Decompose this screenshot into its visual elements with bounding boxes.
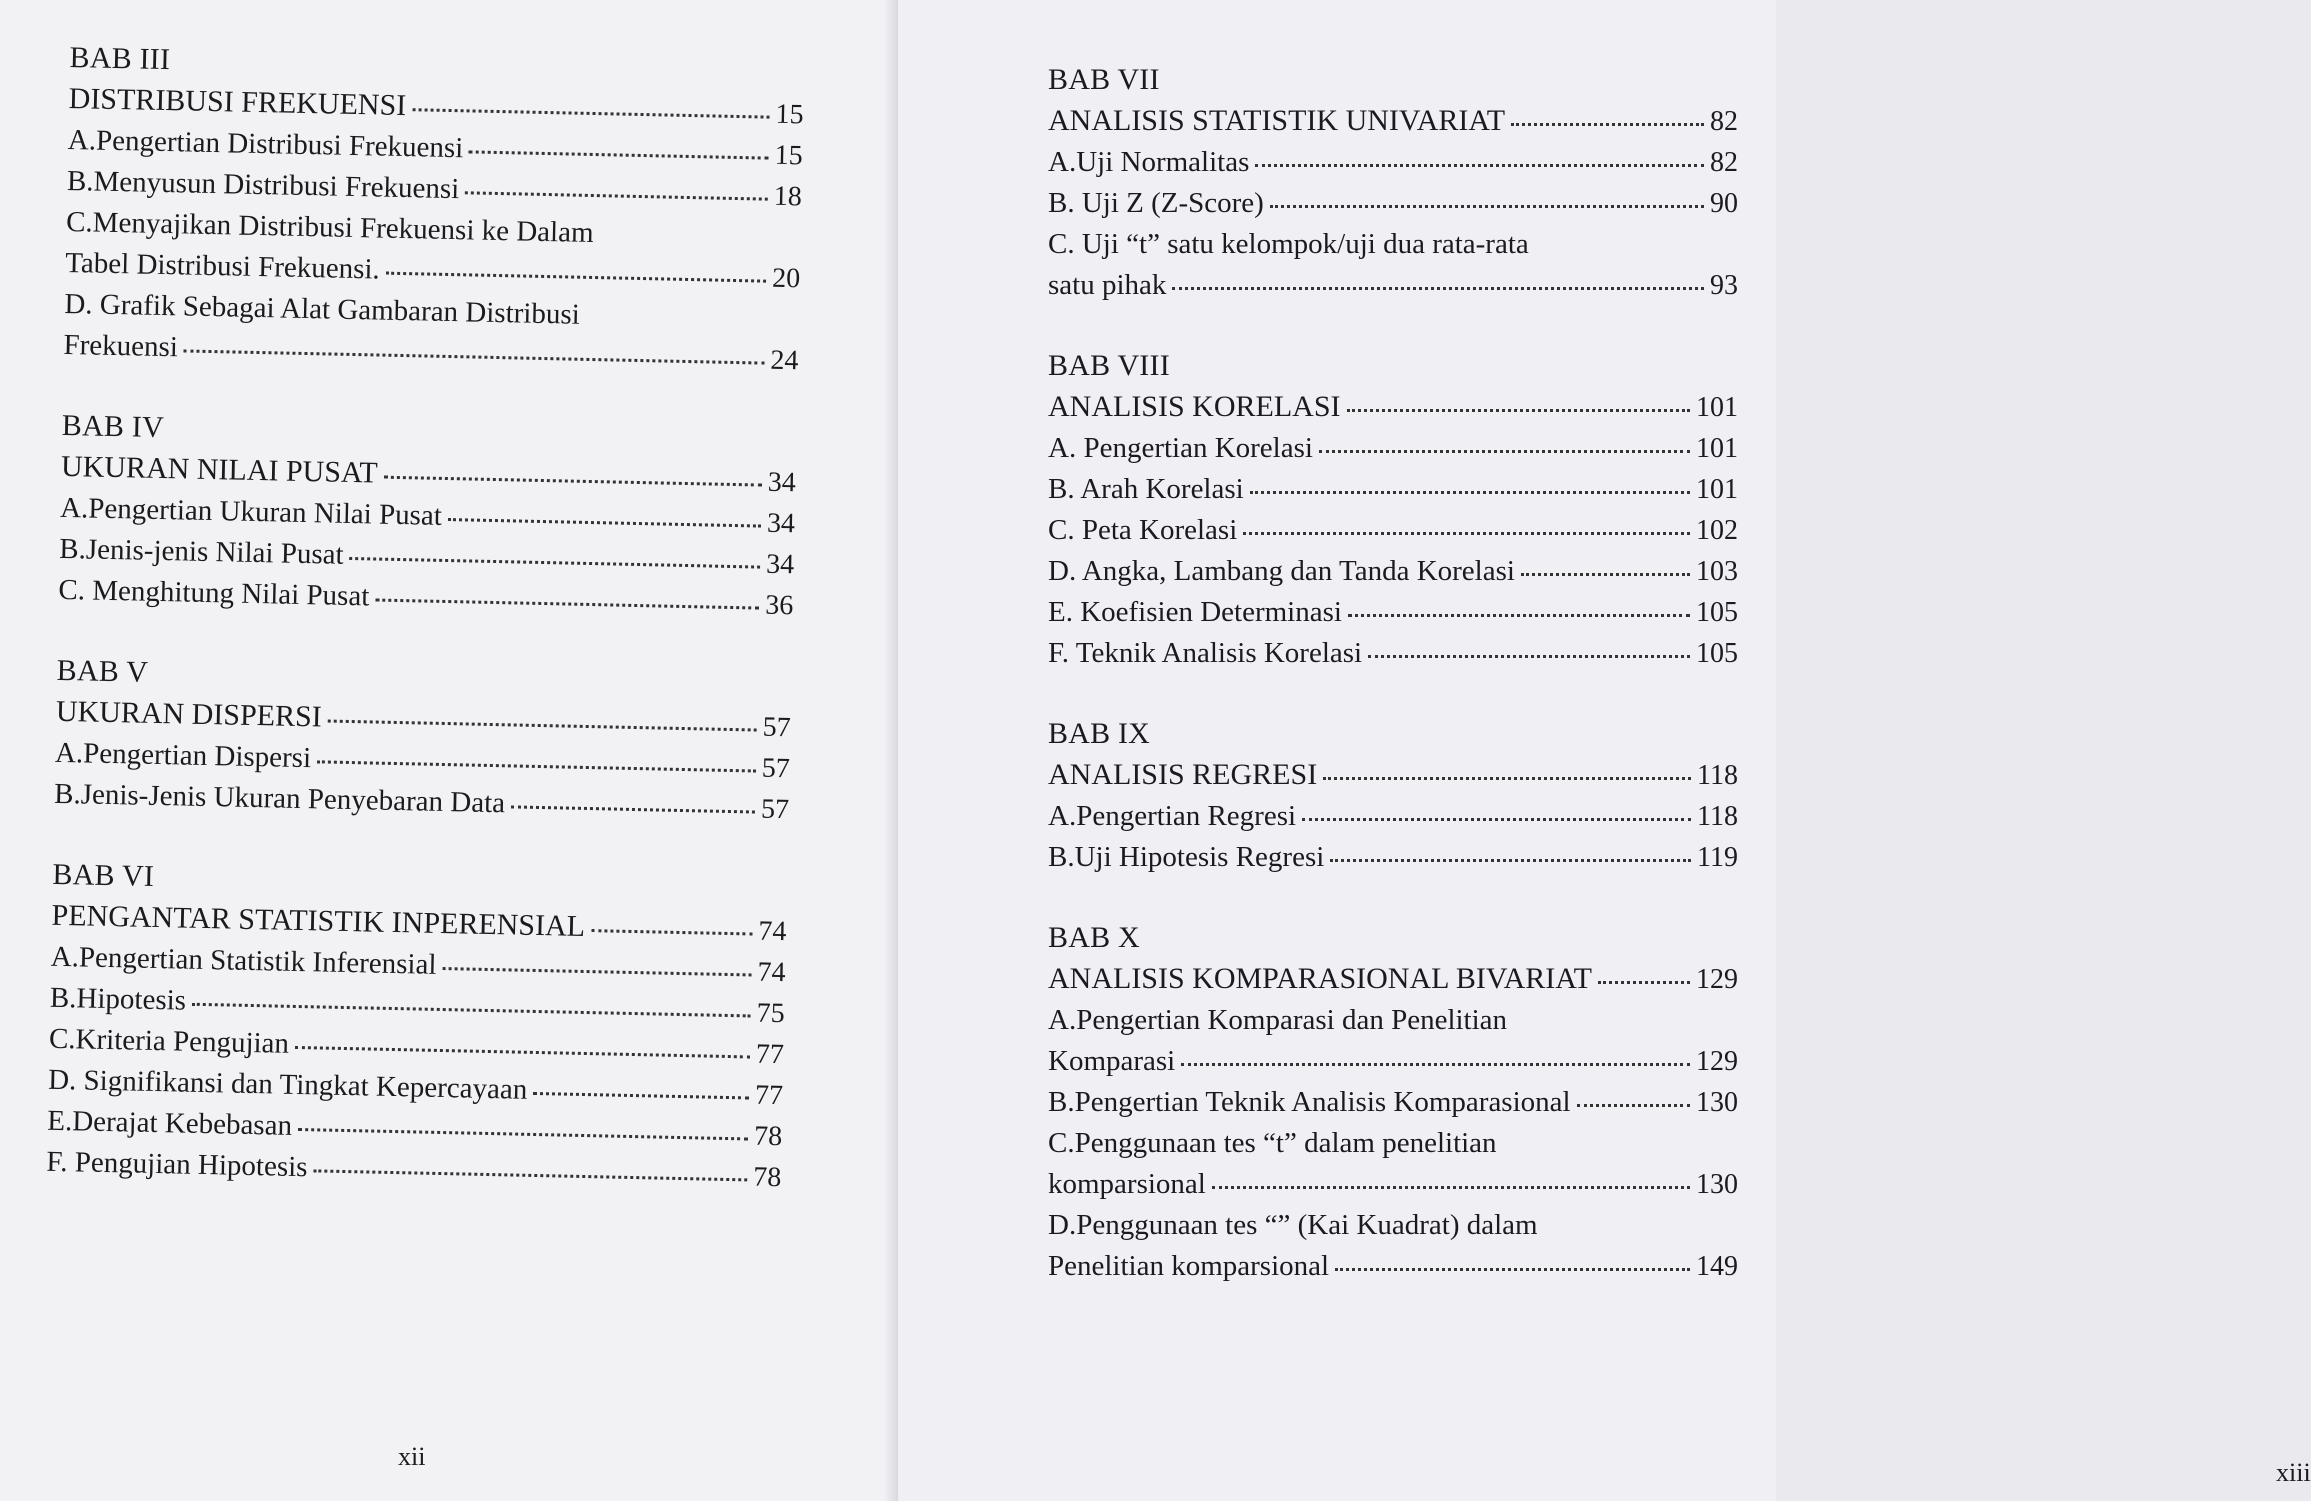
toc-entry: [1048, 837, 1738, 878]
page-ref: 101: [1696, 433, 1738, 464]
toc-entry: [1048, 469, 1738, 510]
dot-leader: [448, 518, 761, 528]
entry-text: B. Uji Z (Z-Score): [1048, 187, 1264, 219]
page-ref: 105: [1696, 597, 1738, 628]
dot-leader: [313, 1169, 747, 1181]
dot-leader: [511, 805, 755, 813]
toc-entry: [1048, 142, 1738, 183]
entry-text: B.Uji Hipotesis Regresi: [1048, 841, 1325, 873]
dot-leader: [184, 349, 765, 364]
entry-text: B.Jenis-jenis Nilai Pusat: [58, 532, 344, 571]
page-ref: 75: [756, 997, 786, 1030]
toc-entry: [1048, 1082, 1738, 1123]
chapter-title: UKURAN DISPERSI: [55, 694, 323, 734]
entry-text: C. Menghitung Nilai Pusat: [58, 573, 370, 613]
entry-text: B.Hipotesis: [49, 981, 187, 1017]
entry-text: Penelitian komparsional: [1048, 1250, 1330, 1282]
chapter-label: BAB VII: [1048, 63, 1160, 96]
dot-leader: [1302, 818, 1691, 821]
page-ref: 101: [1696, 392, 1738, 423]
page-ref: 57: [761, 752, 791, 785]
dot-leader: [1172, 287, 1704, 290]
entry-text: D. Signifikansi dan Tingkat Kepercayaan: [47, 1063, 528, 1106]
chapter-title-row: [1048, 958, 1738, 1000]
dot-leader: [1348, 614, 1690, 617]
entry-text: A. Pengertian Korelasi: [1048, 432, 1313, 464]
dot-leader: [1323, 777, 1691, 780]
toc-entry: [1048, 265, 1738, 306]
entry-text-line1: C. Uji “t” satu kelompok/uji dua rata-rata: [1048, 228, 1529, 260]
page-ref: 93: [1710, 270, 1738, 301]
page-ref: 82: [1710, 147, 1738, 178]
chapter-title: ANALISIS STATISTIK UNIVARIAT: [1048, 104, 1506, 137]
page-ref: 34: [766, 507, 796, 540]
dot-leader: [1511, 123, 1704, 126]
chapter-label: BAB IX: [1048, 717, 1151, 750]
page-ref: 15: [775, 98, 804, 131]
chapter-section: [54, 651, 792, 830]
toc-entry: [1048, 1164, 1738, 1205]
page-ref: 15: [774, 139, 804, 172]
chapter-title: ANALISIS KOMPARASIONAL BIVARIAT: [1048, 962, 1592, 995]
entry-text: A.Pengertian Regresi: [1048, 800, 1297, 832]
page-ref: 105: [1696, 638, 1738, 669]
chapter-title-row: [1048, 754, 1738, 796]
chapter-section: [58, 406, 797, 626]
dot-leader: [1270, 205, 1704, 208]
entry-text-line1: D. Grafik Sebagai Alat Gambaran Distribusi: [64, 287, 581, 331]
dot-leader: [1521, 573, 1690, 576]
chapter-title: UKURAN NILAI PUSAT: [60, 449, 378, 490]
entry-text: F. Pengujian Hipotesis: [46, 1145, 308, 1184]
page-ref: 74: [758, 915, 787, 948]
entry-text: D. Angka, Lambang dan Tanda Korelasi: [1048, 555, 1515, 587]
dot-leader: [1319, 450, 1690, 453]
dot-leader: [1181, 1063, 1690, 1066]
entry-text: A.Pengertian Distribusi Frekuensi: [67, 123, 464, 165]
entry-text: satu pihak: [1048, 269, 1167, 301]
dot-leader: [1255, 164, 1704, 167]
toc-entry: [1048, 796, 1738, 837]
dot-leader: [317, 760, 756, 772]
chapter-label: BAB III: [69, 40, 171, 77]
page-ref: 57: [760, 793, 790, 826]
left-page: [0, 0, 898, 1501]
dot-leader: [349, 557, 760, 569]
entry-text: B. Arah Korelasi: [1048, 473, 1244, 505]
dot-leader: [465, 191, 768, 200]
toc-entry: [1048, 633, 1738, 674]
chapter-section: [1048, 60, 1738, 306]
page-ref: 74: [757, 956, 786, 989]
entry-text: A.Uji Normalitas: [1048, 146, 1250, 178]
page-ref: 77: [755, 1038, 785, 1071]
dot-leader: [1368, 655, 1690, 658]
entry-text: B.Menyusun Distribusi Frekuensi: [66, 164, 460, 206]
page-ref: 119: [1697, 842, 1738, 873]
chapter-section: [1048, 714, 1738, 878]
toc-entry: [1048, 551, 1738, 592]
toc-entry: [1048, 183, 1738, 224]
chapter-section: [46, 855, 788, 1198]
dot-leader: [1243, 532, 1690, 535]
dot-leader: [591, 929, 752, 935]
page-ref: 130: [1696, 1087, 1738, 1118]
dot-leader: [1577, 1104, 1690, 1107]
toc-entry: [1048, 428, 1738, 469]
entry-text: E. Koefisien Determinasi: [1048, 596, 1342, 628]
dot-leader: [1347, 409, 1691, 412]
entry-text: A.Pengertian Ukuran Nilai Pusat: [59, 491, 443, 532]
right-page: [898, 0, 2311, 1501]
chapter-title-row: [1048, 386, 1738, 428]
entry-text: B.Jenis-Jenis Ukuran Penyebaran Data: [53, 777, 506, 820]
dot-leader: [1598, 981, 1690, 984]
toc-left: [45, 38, 805, 1238]
dot-leader: [1250, 491, 1690, 494]
entry-text: B.Pengertian Teknik Analisis Komparasional: [1048, 1086, 1571, 1118]
page-ref: 24: [770, 344, 799, 377]
page-number-xii: xii: [398, 1442, 426, 1471]
dot-leader: [442, 967, 751, 976]
page-ref: 82: [1710, 106, 1738, 137]
page-ref: 90: [1710, 188, 1738, 219]
entry-text: Komparasi: [1048, 1045, 1176, 1077]
toc-entry: [1048, 592, 1738, 633]
dot-leader: [1330, 859, 1691, 862]
page-ref: 118: [1697, 801, 1738, 832]
chapter-section: [1048, 918, 1738, 1287]
page-number-xiii: xiii: [2276, 1458, 2311, 1487]
page-ref: 36: [764, 589, 794, 622]
page-ref: 149: [1696, 1251, 1738, 1282]
page-ref: 129: [1696, 964, 1738, 995]
dot-leader: [384, 476, 762, 487]
toc-entry: [1048, 1041, 1738, 1082]
page-ref: 103: [1696, 556, 1738, 587]
chapter-label: BAB VIII: [1048, 349, 1170, 382]
page-ref: 57: [762, 711, 792, 744]
entry-text: A.Pengertian Dispersi: [54, 736, 312, 775]
dot-leader: [469, 150, 769, 159]
entry-text-line1: C.Menyajikan Distribusi Frekuensi ke Dalam: [65, 205, 594, 250]
toc-entry: [1048, 1246, 1738, 1287]
chapter-label: BAB VI: [52, 857, 155, 893]
entry-text: F. Teknik Analisis Korelasi: [1048, 637, 1363, 669]
page-ref: 118: [1697, 760, 1738, 791]
page-ref: 34: [765, 548, 795, 581]
entry-text: A.Pengertian Statistik Inferensial: [50, 940, 437, 981]
dot-leader: [386, 272, 766, 283]
dot-leader: [295, 1046, 750, 1059]
page-ref: 130: [1696, 1169, 1738, 1200]
page-ref: 34: [767, 466, 797, 499]
chapter-title: ANALISIS REGRESI: [1048, 758, 1318, 791]
entry-text-line1: A.Pengertian Komparasi dan Penelitian: [1048, 1004, 1508, 1036]
entry-text: E.Derajat Kebebasan: [46, 1104, 293, 1142]
dot-leader: [192, 1003, 751, 1018]
page-ref: 101: [1696, 474, 1738, 505]
dot-leader: [533, 1092, 749, 1100]
entry-text: C. Peta Korelasi: [1048, 514, 1238, 546]
toc-right: [1048, 60, 1738, 1327]
entry-text: Frekuensi: [63, 328, 179, 364]
page-ref: 77: [754, 1079, 784, 1112]
chapter-section: [1048, 346, 1738, 674]
page-ref: 78: [753, 1120, 783, 1153]
page-ref: 78: [752, 1161, 782, 1194]
entry-text-line1: D.Penggunaan tes “” (Kai Kuadrat) dalam: [1048, 1209, 1538, 1241]
chapter-section: [63, 38, 805, 381]
chapter-title: ANALISIS KORELASI: [1048, 390, 1341, 423]
page-ref: 129: [1696, 1046, 1738, 1077]
dot-leader: [375, 599, 759, 610]
dot-leader: [412, 108, 769, 118]
entry-text: C.Kriteria Pengujian: [48, 1022, 290, 1060]
dot-leader: [298, 1128, 748, 1140]
page-ref: 20: [771, 262, 801, 295]
dot-leader: [1212, 1186, 1690, 1189]
entry-text-line1: C.Penggunaan tes “t” dalam penelitian: [1048, 1127, 1497, 1159]
chapter-label: BAB V: [56, 653, 149, 689]
dot-leader: [328, 720, 757, 732]
chapter-label: BAB IV: [61, 408, 165, 445]
entry-text: komparsional: [1048, 1168, 1206, 1200]
chapter-label: BAB X: [1048, 921, 1140, 954]
page-ref: 18: [773, 180, 803, 213]
toc-entry: [1048, 510, 1738, 551]
chapter-title: PENGANTAR STATISTIK INPERENSIAL: [51, 898, 586, 943]
entry-text: Tabel Distribusi Frekuensi.: [64, 246, 381, 286]
dot-leader: [1335, 1268, 1690, 1271]
chapter-title-row: [1048, 100, 1738, 142]
chapter-title: DISTRIBUSI FREKUENSI: [68, 81, 407, 123]
page-ref: 102: [1696, 515, 1738, 546]
